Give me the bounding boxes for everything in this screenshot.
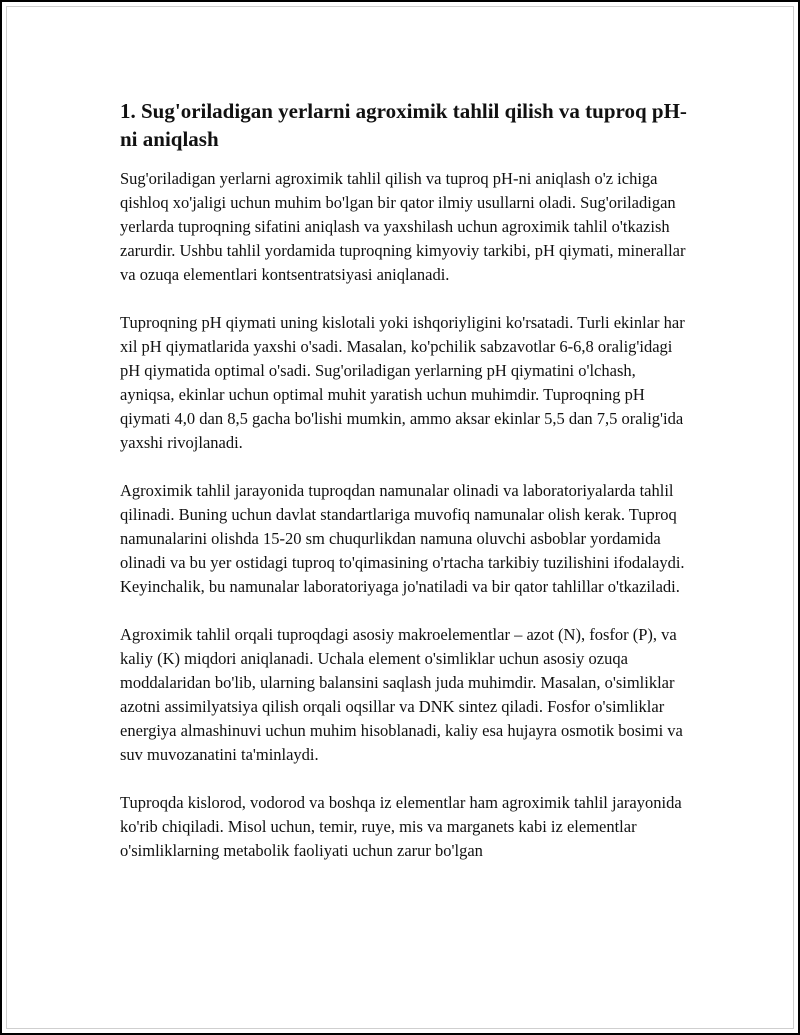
paragraph-2: Tuproqning pH qiymati uning kislotali yoki ishqoriyligini ko'rsatadi. Turli ekinlar har xil pH qiymatlarida yaxshi o'sadi. Masalan, ko'pchilik sabzavotlar 6-6,8 oralig'idagi pH qiymatida optimal o'sadi. Sug'oriladigan yerlarning pH qiymatini o'lchash, ayniqsa, ekinlar uchun optimal muhit yaratish uchun muhimdir. Tuproqning pH qiymati 4,0 dan 8,5 gacha bo'lishi mumkin, ammo aksar ekinlar 5,5 dan 7,5 oralig'ida yaxshi rivojlanadi. [120,313,685,452]
paragraph-5: Tuproqda kislorod, vodorod va boshqa iz elementlar ham agroximik tahlil jarayonida ko'rib chiqiladi. Misol uchun, temir, ruye, mis va marganets kabi iz elementlar o'simliklarning metabolik faoliyati uchun zarur bo'lgan [120,793,682,860]
section-heading: 1. Sug'oriladigan yerlarni agroximik tahlil qilish va tuproq pH-ni aniqlash [120,99,687,151]
document-body [120,97,690,887]
paragraph-4: Agroximik tahlil orqali tuproqdagi asosiy makroelementlar – azot (N), fosfor (P), va kaliy (K) miqdori aniqlanadi. Uchala element o'simliklar uchun asosiy ozuqa moddalaridan bo'lib, ularning balansini saqlash juda muhimdir. Masalan, o'simliklar azotni assimilyatsiya qilish orqali oqsillar va DNK sintez qiladi. Fosfor o'simliklar energiya almashinuvi uchun muhim hisoblanadi, kaliy esa hujayra osmotik bosimi va suv muvozanatini ta'minlaydi. [120,625,683,764]
paragraph-1: Sug'oriladigan yerlarni agroximik tahlil qilish va tuproq pH-ni aniqlash o'z ichiga qishloq xo'jaligi uchun muhim bo'lgan bir qator ilmiy usullarni oladi. Sug'oriladigan yerlarda tuproqning sifatini aniqlash va yaxshilash uchun agroximik tahlil o'tkazish zarurdir. Ushbu tahlil yordamida tuproqning kimyoviy tarkibi, pH qiymati, minerallar va ozuqa elementlari kontsentratsiyasi aniqlanadi. [120,169,686,284]
paragraph-3: Agroximik tahlil jarayonida tuproqdan namunalar olinadi va laboratoriyalarda tahlil qilinadi. Buning uchun davlat standartlariga muvofiq namunalar olish kerak. Tuproq namunalarini olishda 15-20 sm chuqurlikdan namuna oluvchi asboblar yordamida olinadi va bu yer ostidagi tuproq to'qimasining o'rtacha tarkibiy tuzilishini ifodalaydi. Keyinchalik, bu namunalar laboratoriyaga jo'natiladi va bir qator tahlillar o'tkaziladi. [120,481,685,596]
